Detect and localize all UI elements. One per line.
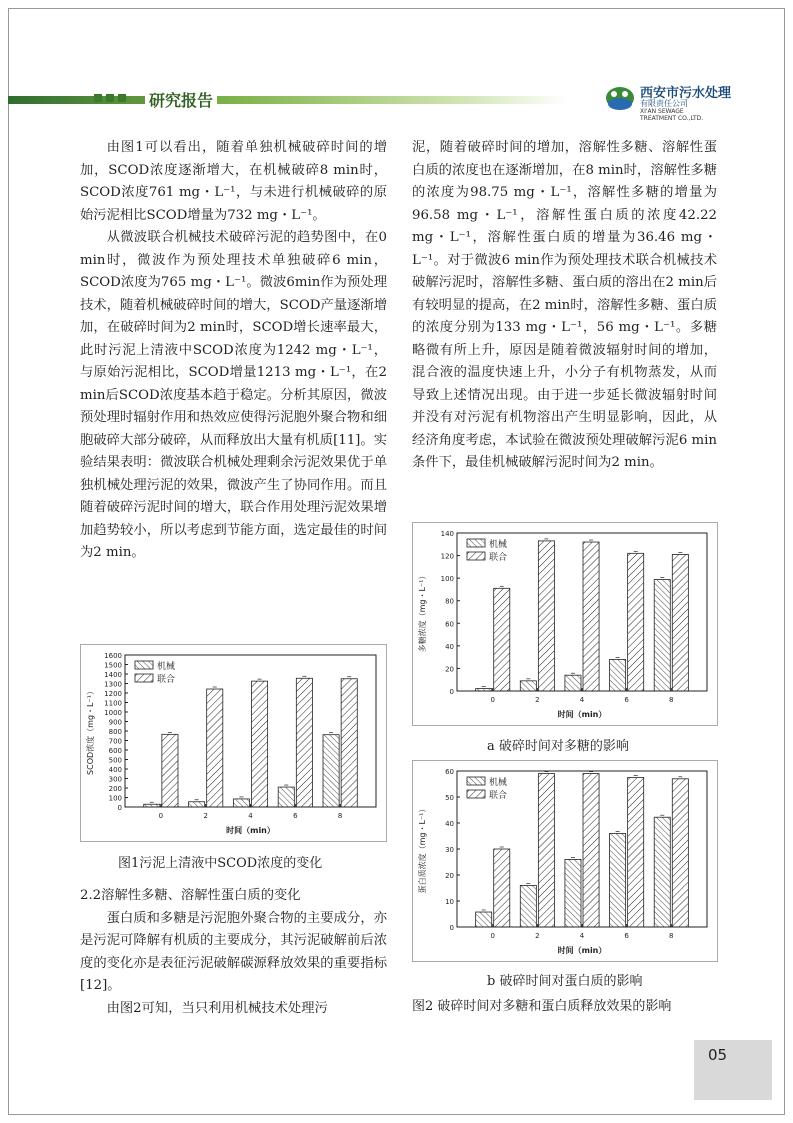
legend-label: 机械 [489, 540, 508, 550]
y-tick-label: 140 [440, 530, 454, 538]
y-tick-label: 600 [108, 747, 122, 755]
bar-联合-2 [207, 689, 223, 807]
section-paragraph-1: 蛋白质和多糖是污泥胞外聚合物的主要成分，亦是污泥可降解有机质的主要成分，其污泥破解前后浓度的变化亦是表征污泥破解碳源释放效果的重要指标[12]。 [80, 910, 387, 993]
bar-联合-6 [628, 553, 644, 691]
left-column [80, 137, 387, 565]
y-tick-label: 1200 [104, 690, 122, 698]
header-bar [8, 96, 568, 104]
bar-机械-6 [610, 833, 626, 927]
bar-联合-6 [628, 778, 644, 928]
x-axis-label: 时间（min） [557, 946, 607, 955]
x-tick-label: 0 [490, 932, 495, 940]
y-tick-label: 20 [445, 872, 454, 880]
right-paragraph-1: 泥，随着破碎时间的增加，溶解性多糖、溶解性蛋白质的浓度也在逐渐增加，在8 min时，溶解性多糖的浓度为98.75 mg・L⁻¹，溶解性多糖的增量为96.58 mg・L⁻¹，溶解性蛋白质的浓度42.22 mg・L⁻¹，溶解性蛋白质的增量为36.46 mg・L⁻¹。对于微波6 min作为预处理技术联合机械技术破解污泥时，溶解性多糖、蛋白质的溶出在2 min后有较明显的提高，在2 min时，溶解性多糖、蛋白质的浓度分别为133 mg・L⁻¹，56 mg・L⁻¹。多糖略微有所上升，原因是随着微波辐射时间的增加，混合液的温度快速上升，小分子有机物蒸发，从而导致上述情况出现。由于进一步延长微波辐射时间并没有对污泥有机物溶出产生明显影响，因此，从经济角度考虑，本试验在微波预处理破解污泥6 min条件下，最佳机械破解污泥时间为2 min。 [412, 140, 717, 470]
y-tick-label: 1100 [104, 699, 122, 708]
y-axis-label: 多糖浓度（mg・L⁻¹） [418, 571, 427, 653]
x-tick-label: 6 [293, 812, 298, 820]
x-tick-label: 8 [337, 812, 343, 820]
y-tick-label: 500 [108, 756, 122, 765]
figure-1-box [80, 644, 387, 842]
legend-label: 联合 [157, 675, 176, 685]
logo-en-2: TREATMENT CO.,LTD. [640, 115, 704, 122]
y-tick-label: 30 [445, 846, 454, 854]
figure-2b-box [412, 760, 718, 962]
page-number: 05 [708, 1046, 728, 1064]
x-tick-label: 8 [669, 696, 674, 704]
logo-sub: 有限责任公司 [640, 99, 688, 108]
bar-机械-0 [144, 804, 160, 807]
y-tick-label: 700 [108, 737, 122, 746]
legend-swatch-1 [135, 661, 153, 669]
figure-2a-box [412, 522, 718, 726]
section-2-2 [80, 885, 387, 1020]
right-column [412, 137, 717, 475]
bar-机械-0 [476, 912, 492, 927]
left-paragraph-1: 由图1可以看出，随着单独机械破碎时间的增加，SCOD浓度逐渐增大，在机械破碎8 min时，SCOD浓度761 mg・L⁻¹，与未进行机械破碎的原始污泥相比SCOD增量为732 mg・L⁻¹。 [80, 140, 387, 223]
bar-联合-4 [583, 774, 599, 927]
bar-联合-2 [538, 541, 554, 691]
y-tick-label: 100 [440, 575, 454, 584]
y-tick-label: 80 [445, 597, 454, 606]
section-title: 研究报告 [145, 88, 217, 111]
x-tick-label: 6 [624, 696, 629, 704]
y-tick-label: 100 [108, 794, 122, 803]
x-axis-label: 时间（min） [226, 826, 275, 835]
x-tick-label: 4 [579, 932, 585, 940]
y-tick-label: 400 [108, 766, 122, 774]
header-marks [94, 94, 126, 102]
logo-en [640, 108, 703, 122]
bar-联合-8 [341, 679, 357, 807]
legend-label: 机械 [157, 662, 176, 672]
figure-2b-caption: b 破碎时间对蛋白质的影响 [487, 974, 643, 989]
bar-机械-2 [189, 802, 205, 807]
legend-swatch-2 [467, 552, 485, 560]
y-tick-label: 1300 [104, 680, 122, 689]
y-tick-label: 1600 [104, 652, 122, 660]
x-tick-label: 2 [535, 696, 540, 704]
bar-联合-6 [296, 678, 312, 807]
bar-联合-0 [494, 849, 510, 927]
figure-2a-chart [413, 523, 717, 725]
figure-1-chart [81, 645, 386, 841]
section-paragraph-2: 由图2可知，当只利用机械技术处理污 [106, 1000, 328, 1016]
x-tick-label: 2 [203, 812, 208, 820]
bar-联合-8 [672, 554, 688, 691]
bar-联合-2 [538, 774, 554, 927]
bar-联合-0 [494, 588, 510, 691]
x-tick-label: 6 [624, 932, 629, 940]
y-tick-label: 300 [108, 775, 122, 784]
y-tick-label: 20 [445, 665, 454, 674]
y-tick-label: 800 [108, 728, 122, 736]
legend-swatch-2 [135, 674, 153, 682]
bar-机械-8 [654, 580, 670, 691]
legend-swatch-1 [467, 539, 485, 547]
figure-2-caption: 图2 破碎时间对多糖和蛋白质释放效果的影响 [412, 999, 672, 1014]
bar-机械-4 [233, 799, 249, 807]
bar-机械-0 [476, 689, 492, 691]
bar-联合-0 [162, 734, 178, 807]
legend-label: 联合 [489, 553, 508, 563]
y-axis-label: 蛋白质浓度（mg・L⁻¹） [418, 804, 427, 894]
x-tick-label: 8 [669, 932, 674, 940]
y-tick-label: 1400 [104, 671, 122, 679]
y-tick-label: 0 [449, 688, 454, 696]
y-tick-label: 120 [440, 552, 454, 561]
bar-机械-4 [565, 675, 581, 691]
x-tick-label: 0 [158, 812, 164, 820]
bar-机械-8 [654, 817, 670, 927]
bar-机械-4 [565, 859, 581, 927]
figure-2a-caption: a 破碎时间对多糖的影响 [487, 739, 629, 754]
y-tick-label: 60 [445, 620, 454, 629]
x-tick-label: 2 [535, 932, 540, 940]
y-tick-label: 1500 [104, 661, 122, 670]
figure-1-caption: 图1污泥上清液中SCOD浓度的变化 [118, 856, 323, 871]
figure-2b-chart [413, 761, 717, 961]
page-number-box [694, 1040, 772, 1100]
bar-联合-8 [672, 779, 688, 927]
x-tick-label: 4 [248, 812, 253, 820]
bar-联合-4 [252, 681, 268, 807]
y-tick-label: 60 [445, 768, 454, 776]
y-tick-label: 900 [108, 718, 122, 727]
left-paragraph-2: 从微波联合机械技术破碎污泥的趋势图中，在0 min时，微波作为预处理技术单独破碎6 min，SCOD浓度为765 mg・L⁻¹。微波6min作为预处理技术，随着机械破碎时间的增大，SCOD产量逐渐增加，在破碎时间为2 min时，SCOD增长速率最大，此时污泥上清液中SCOD浓度为1242 mg・L⁻¹，与原始污泥相比，SCOD增量1213 mg・L⁻¹，在2 min后SCOD浓度基本趋于稳定。分析其原因，微波预处理时辐射作用和热效应使得污泥胞外聚合物和细胞破碎大部分破碎，从而释放出大量有机质[11]。实验结果表明：微波联合机械处理剩余污泥效果优于单独机械处理污泥的效果，微波产生了协同作用。而且随着破碎污泥时间的增大，联合作用处理污泥效果增加趋势较小，所以考虑到节能方面，选定最佳的时间为2 min。 [80, 230, 387, 560]
y-tick-label: 0 [449, 924, 454, 932]
legend-swatch-1 [467, 777, 485, 785]
y-axis-label: SCOD浓度（mg・L⁻¹） [86, 687, 95, 775]
bar-机械-8 [323, 735, 339, 807]
y-tick-label: 40 [445, 820, 454, 828]
section-heading: 2.2溶解性多糖、溶解性蛋白质的变化 [80, 888, 301, 903]
bar-机械-2 [520, 681, 536, 691]
bar-联合-4 [583, 542, 599, 691]
x-axis-label: 时间（min） [557, 710, 607, 719]
y-tick-label: 40 [445, 642, 454, 651]
bar-机械-6 [610, 659, 626, 691]
legend-swatch-2 [467, 790, 485, 798]
y-tick-label: 1000 [104, 709, 122, 717]
x-tick-label: 0 [490, 696, 495, 704]
y-tick-label: 200 [108, 785, 122, 793]
y-tick-label: 0 [117, 804, 122, 812]
logo-name: 西安市污水处理 [640, 86, 732, 101]
legend-label: 联合 [489, 791, 508, 801]
x-tick-label: 4 [579, 696, 585, 704]
y-tick-label: 10 [445, 898, 454, 906]
legend-label: 机械 [489, 778, 508, 788]
bar-机械-2 [520, 885, 536, 927]
bar-机械-6 [278, 787, 294, 807]
logo-en-1: XI'AN SEWAGE [640, 108, 684, 115]
y-tick-label: 50 [445, 794, 454, 802]
